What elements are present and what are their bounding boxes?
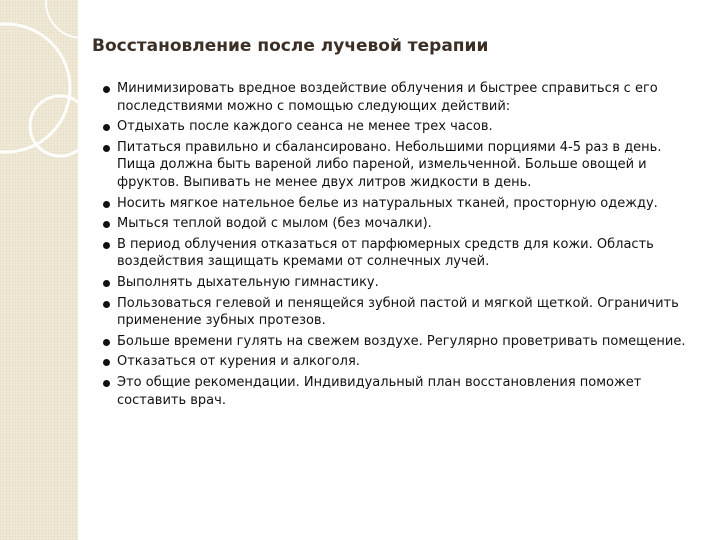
- list-item-text: Мыться теплой водой с мылом (без мочалки).: [117, 216, 432, 232]
- bullet-icon: [103, 280, 110, 287]
- list-item-text: Отдыхать после каждого сеанса не менее трех часов.: [117, 119, 493, 135]
- list-item: [100, 374, 696, 409]
- bullet-icon: [103, 124, 110, 131]
- bullet-icon: [103, 145, 110, 152]
- list-item: [100, 295, 696, 330]
- bullet-icon: [103, 221, 110, 228]
- list-item: [100, 195, 696, 213]
- list-item-text: Выполнять дыхательную гимнастику.: [117, 274, 379, 290]
- list-item: [100, 274, 696, 292]
- list-item-text: Питаться правильно и сбалансировано. Небольшими порциями 4-5 раз в день. Пища должна быть вареной либо пареной, измельченной. Больше овощей и фруктов. Выпивать не менее двух литров жидкости в день.: [117, 139, 662, 190]
- list-item-text: Минимизировать вредное воздействие облучения и быстрее справиться с его последствиями можно с помощью следующих действий:: [117, 81, 658, 114]
- bullet-icon: [103, 201, 110, 208]
- bullet-icon: [103, 380, 110, 387]
- bullet-icon: [103, 339, 110, 346]
- list-item-text: Носить мягкое нательное белье из натуральных тканей, просторную одежду.: [117, 195, 658, 211]
- list-item: [100, 215, 696, 233]
- bullet-icon: [103, 301, 110, 308]
- bullet-icon: [103, 359, 110, 366]
- list-item: [100, 80, 696, 115]
- list-item-text: Отказаться от курения и алкоголя.: [117, 354, 360, 370]
- list-item: [100, 353, 696, 371]
- list-item-text: В период облучения отказаться от парфюмерных средств для кожи. Область воздействия защищать кремами от солнечных лучей.: [117, 236, 654, 270]
- list-item: [100, 236, 696, 271]
- list-item: [100, 139, 696, 192]
- list-item-text: Больше времени гулять на свежем воздухе. Регулярно проветривать помещение.: [117, 333, 686, 349]
- bullet-icon: [103, 86, 110, 93]
- list-item: [100, 118, 696, 136]
- recommendations-list: [100, 80, 696, 412]
- bullet-icon: [103, 242, 110, 249]
- list-item-text: Это общие рекомендации. Индивидуальный план восстановления поможет составить врач.: [117, 374, 642, 408]
- list-item: [100, 333, 696, 351]
- slide-title: Восстановление после лучевой терапии: [92, 36, 489, 56]
- list-item-text: Пользоваться гелевой и пенящейся зубной пастой и мягкой щеткой. Ограничить применение зубных протезов.: [117, 295, 679, 329]
